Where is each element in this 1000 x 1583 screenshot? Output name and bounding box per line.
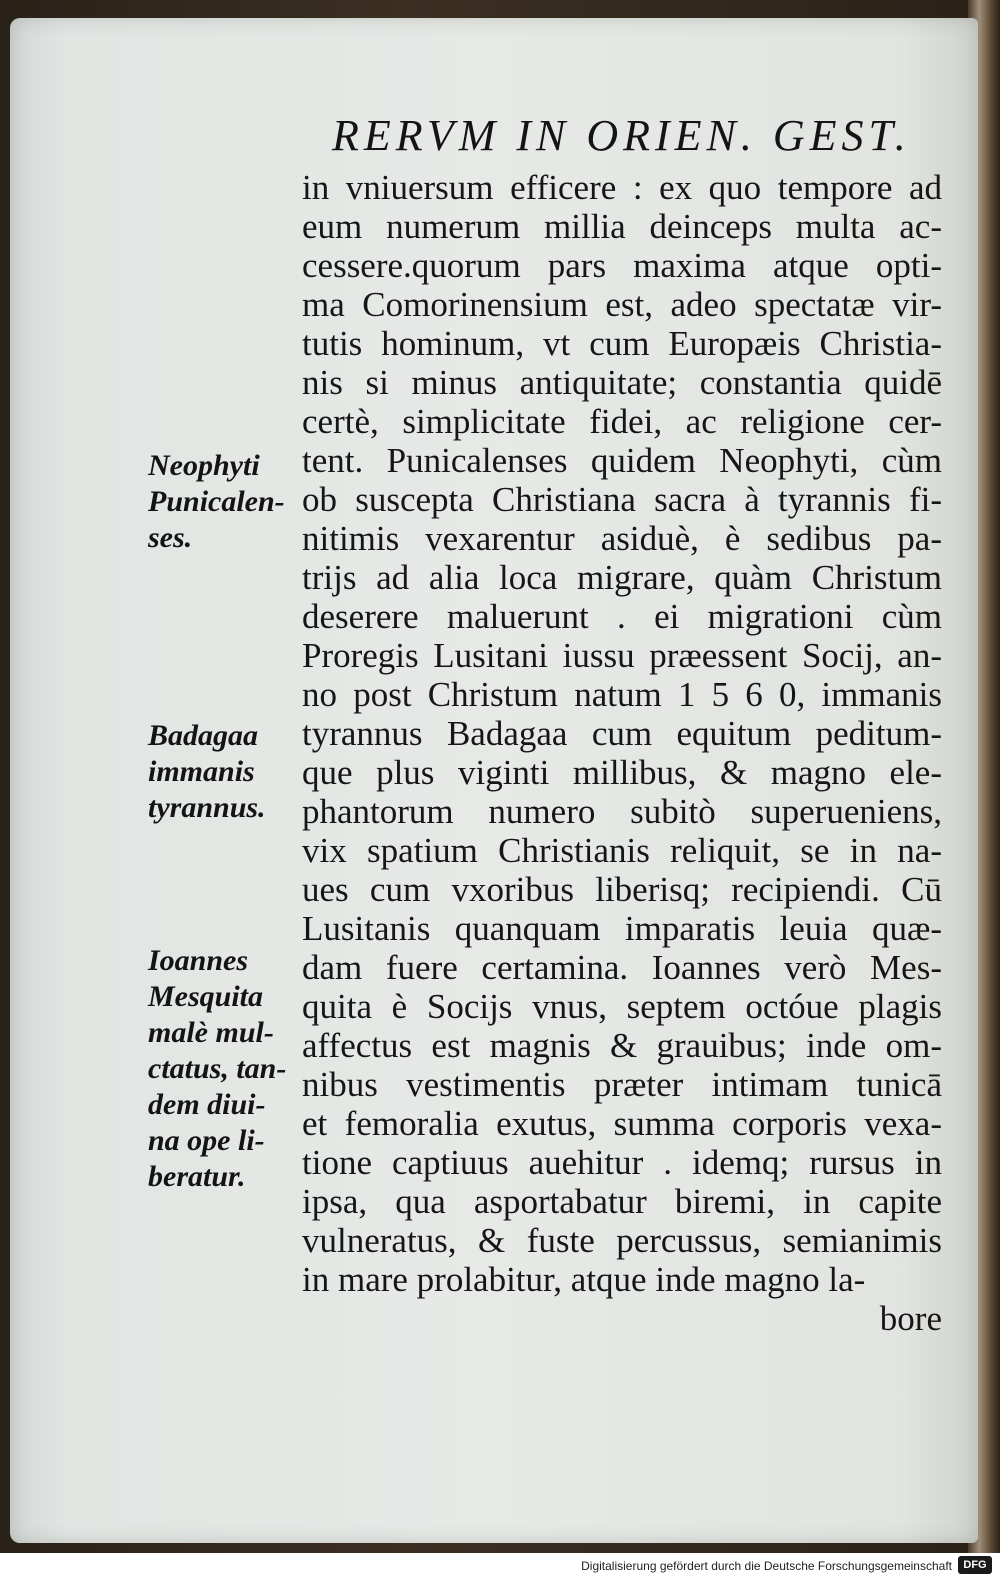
text-line: nitimis vexarentur asiduè, è sedibus pa- <box>302 519 942 558</box>
margin-note-ioannes <box>148 943 298 1195</box>
margin-note-line: ses. <box>148 521 193 554</box>
text-line: in vniuersum efficere : ex quo tempore ad <box>302 168 942 207</box>
text-line: Lusitanis quanquam imparatis leuia quæ- <box>302 909 942 948</box>
text-line: et femoralia exutus, summa corporis vexa- <box>302 1104 942 1143</box>
text-line: vix spatium Christianis reliquit, se in na- <box>302 831 942 870</box>
text-line: ues cum vxoribus liberisq; recipiendi. Cū <box>302 870 942 909</box>
margin-note-line: beratur. <box>148 1160 246 1193</box>
text-line: phantorum numero subitò superueniens, <box>302 792 942 831</box>
margin-note-line: tyrannus. <box>148 791 266 824</box>
text-line: nis si minus antiquitate; constantia quidē <box>302 363 942 402</box>
text-line: affectus est magnis & grauibus; inde om- <box>302 1026 942 1065</box>
text-line: ma Comorinensium est, adeo spectatæ vir- <box>302 285 942 324</box>
text-line: tent. Punicalenses quidem Neophyti, cùm <box>302 441 942 480</box>
running-head: RERVM IN ORIEN. GEST. <box>332 111 911 160</box>
text-line: tione captiuus auehitur . idemq; rursus in <box>302 1143 942 1182</box>
text-line: no post Christum natum 1 5 6 0, immanis <box>302 675 942 714</box>
text-line: tutis hominum, vt cum Europæis Christia- <box>302 324 942 363</box>
dfg-logo: DFG <box>958 1556 992 1574</box>
text-line: ob suscepta Christiana sacra à tyrannis fi- <box>302 480 942 519</box>
catchword: bore <box>879 1299 942 1338</box>
margin-note-line: immanis <box>148 755 255 788</box>
text-line: trijs ad alia loca migrare, quàm Christum <box>302 558 942 597</box>
margin-note-line: malè mul- <box>148 1016 274 1049</box>
footer-credit: Digitalisierung gefördert durch die Deutsche Forschungsgemeinschaft <box>581 1559 952 1573</box>
text-line: dam fuere certamina. Ioannes verò Mes- <box>302 948 942 987</box>
margin-note-line: Mesquita <box>148 980 264 1013</box>
text-line: cessere.quorum pars maxima atque opti- <box>302 246 942 285</box>
text-line: tyrannus Badagaa cum equitum peditum- <box>302 714 942 753</box>
book-page <box>10 18 978 1543</box>
text-line: certè, simplicitate fidei, ac religione cer- <box>302 402 942 441</box>
margin-note-line: dem diui- <box>148 1088 266 1121</box>
text-line: deserere maluerunt . ei migrationi cùm <box>302 597 942 636</box>
text-line: vulneratus, & fuste percussus, semianimis <box>302 1221 942 1260</box>
margin-note-line: Neophyti <box>148 449 260 482</box>
text-line: Proregis Lusitani iussu præessent Socij, an- <box>302 636 942 675</box>
margin-note-badagaa <box>148 718 298 826</box>
margin-note-line: Badagaa <box>148 719 259 752</box>
margin-note-line: Ioannes <box>148 944 249 977</box>
margin-note-line: ctatus, tan- <box>148 1052 287 1085</box>
text-line: nibus vestimentis præter intimam tunicā <box>302 1065 942 1104</box>
text-line: ipsa, qua asportabatur biremi, in capite <box>302 1182 942 1221</box>
body-text <box>302 168 942 1338</box>
text-line: in mare prolabitur, atque inde magno la- <box>302 1260 866 1299</box>
text-line: que plus viginti millibus, & magno ele- <box>302 753 942 792</box>
margin-note-line: na ope li- <box>148 1124 265 1157</box>
margin-note-neophyti <box>148 448 298 556</box>
margin-note-line: Punicalen- <box>148 485 285 518</box>
text-line: quita è Socijs vnus, septem octóue plagis <box>302 987 942 1026</box>
text-line: eum numerum millia deinceps multa ac- <box>302 207 942 246</box>
